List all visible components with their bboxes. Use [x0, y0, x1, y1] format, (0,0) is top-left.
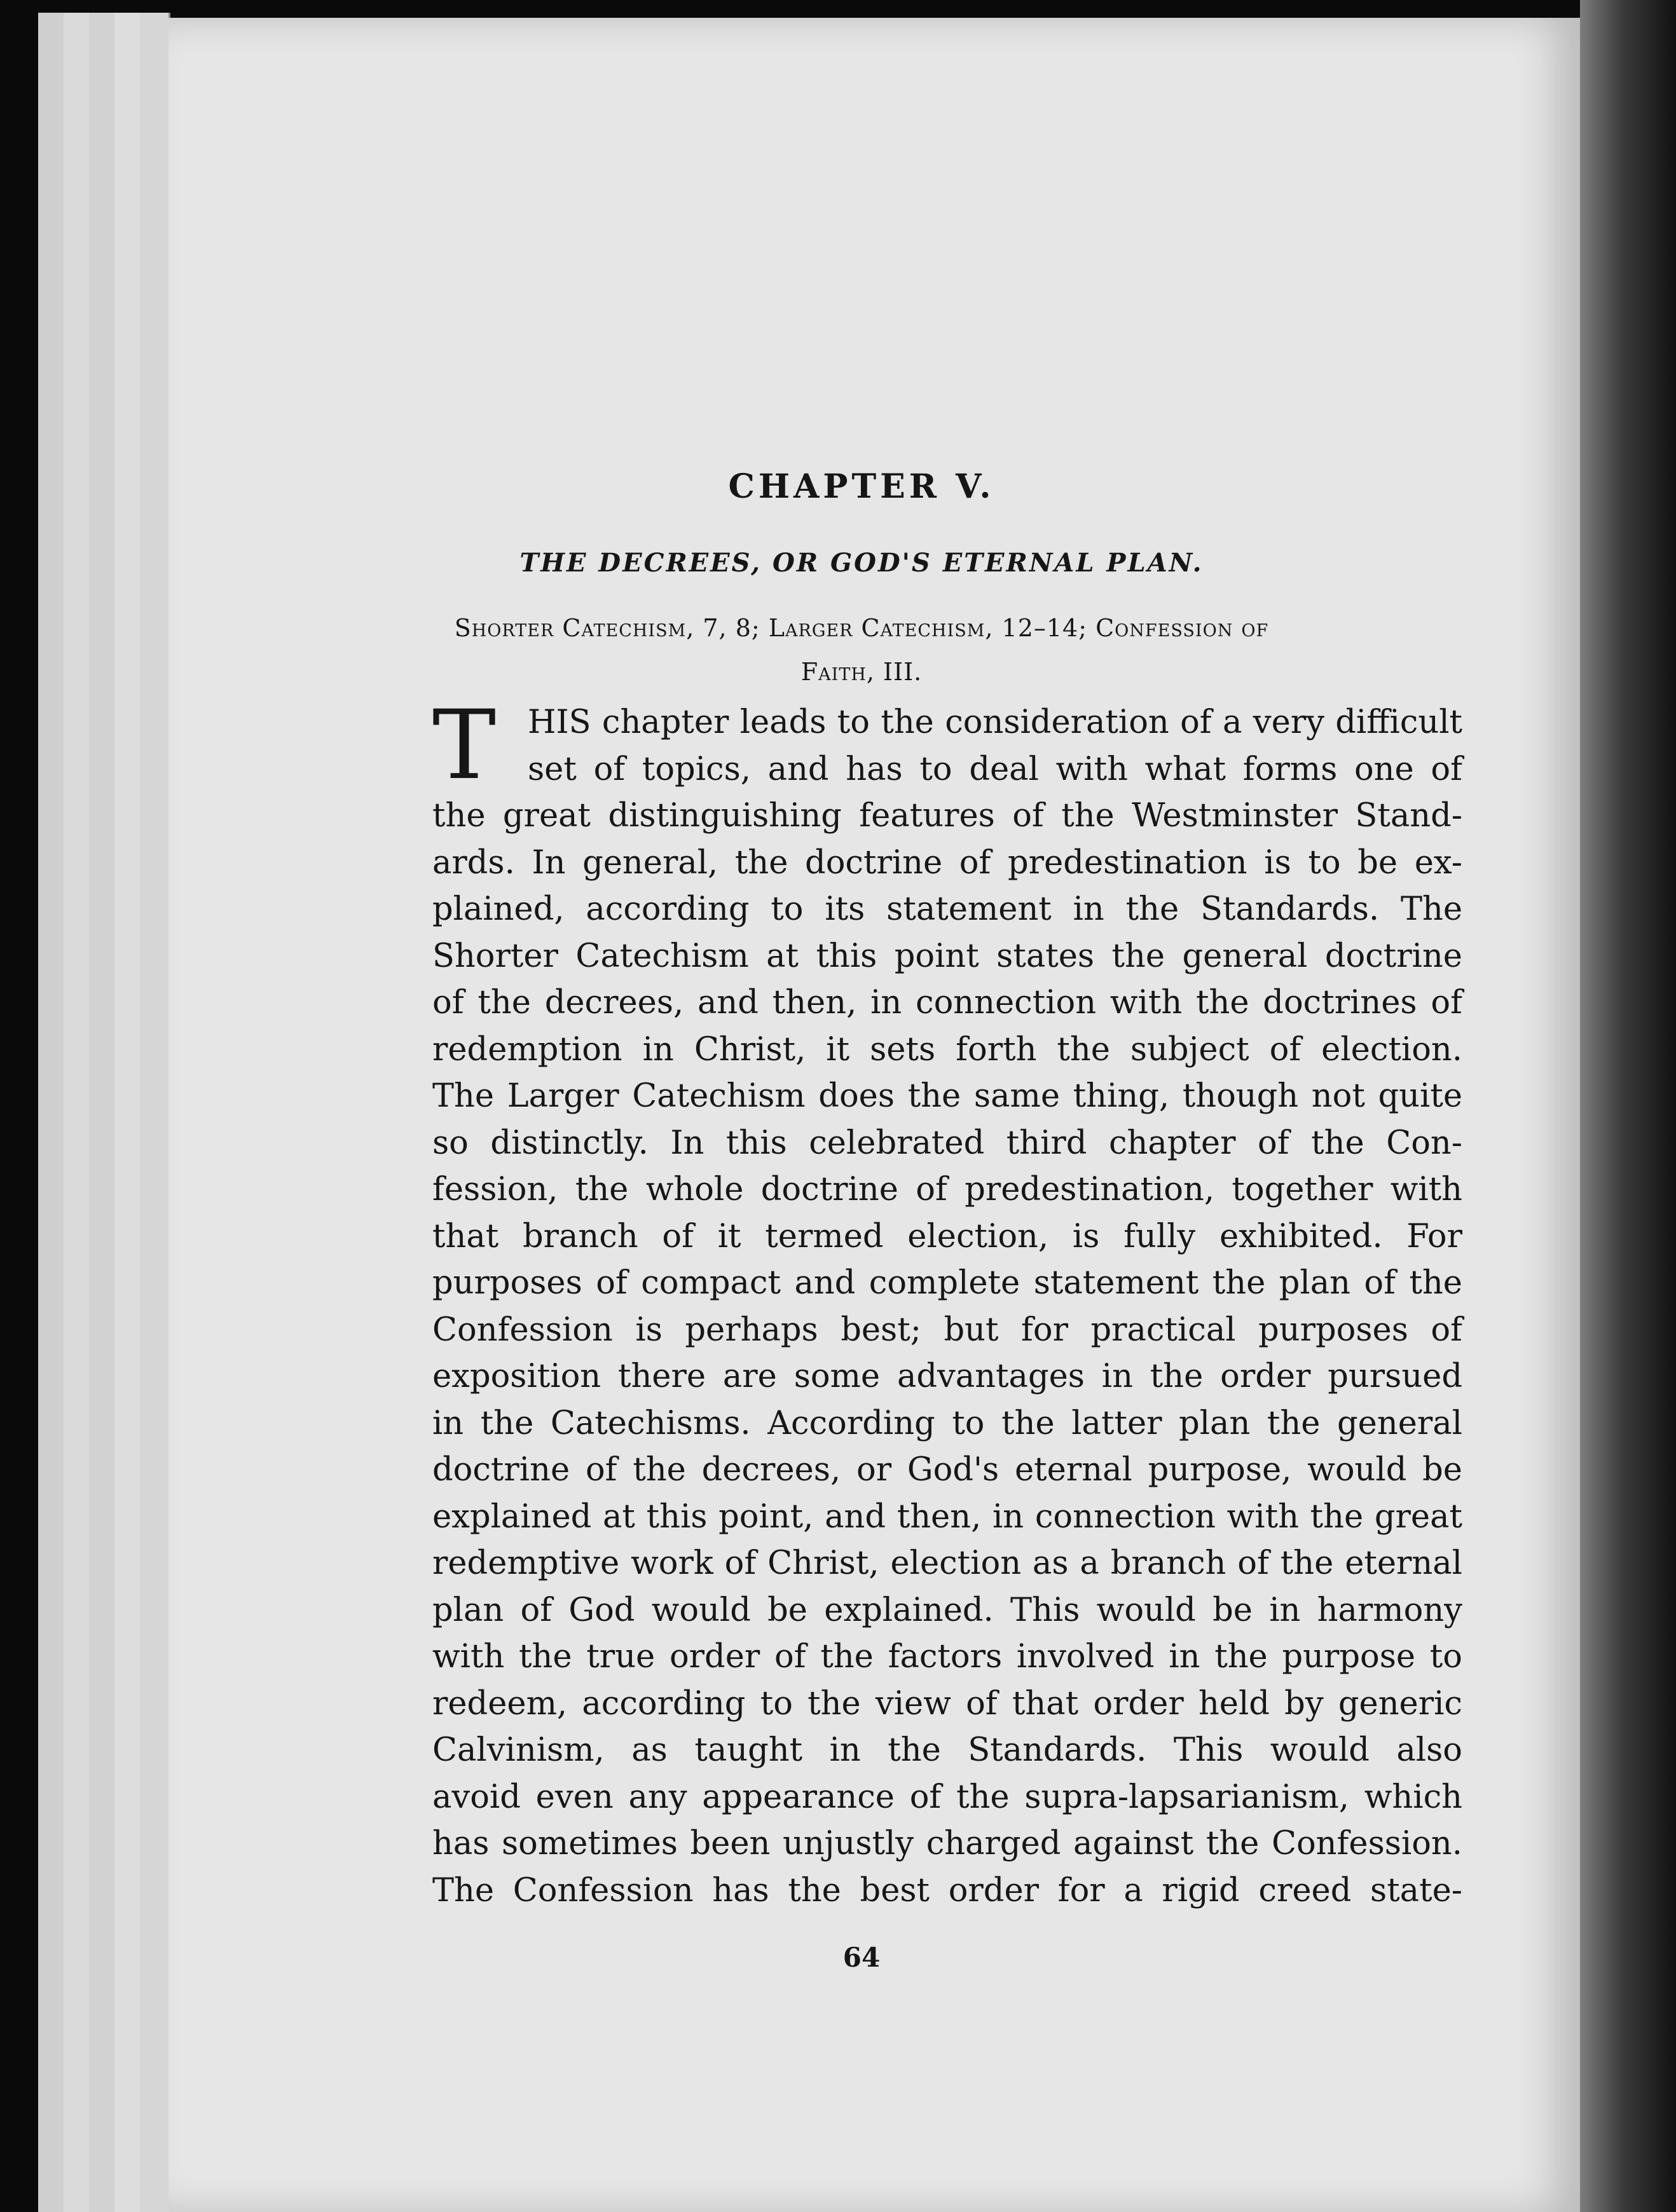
chapter-title: CHAPTER V.	[728, 467, 995, 506]
text-line: in the Catechisms. According to the latter plan the general	[432, 1404, 1462, 1442]
text-line: with the true order of the factors involved in the purpose to	[432, 1638, 1462, 1676]
text-line: Confession is perhaps best; but for practical purposes of	[432, 1311, 1462, 1349]
text-column	[264, 0, 1462, 2212]
page-edge	[38, 13, 65, 2212]
text-line: redemption in Christ, it sets forth the subject of election.	[432, 1030, 1462, 1068]
page-edge	[89, 13, 116, 2212]
text-line: fession, the whole doctrine of predestination, together with	[432, 1171, 1462, 1208]
text-line: ards. In general, the doctrine of predestination is to be ex-	[432, 843, 1462, 882]
text-line: HIS chapter leads to the consideration of a very difficult	[528, 704, 1462, 741]
binding-gutter-shadow	[1580, 0, 1676, 2212]
body-paragraph	[432, 690, 1462, 1914]
text-line: has sometimes been unjustly charged against the Confession.	[432, 1825, 1462, 1862]
text-line: purposes of compact and complete statement the plan of the	[432, 1264, 1462, 1302]
text-line: set of topics, and has to deal with what forms one of	[528, 750, 1462, 788]
text-line: Calvinism, as taught in the Standards. This would also	[432, 1731, 1462, 1769]
page-number: 64	[842, 1942, 881, 1973]
page-edge	[114, 13, 142, 2212]
drop-cap: T	[432, 690, 497, 801]
references-line-2: Faith, III.	[800, 658, 923, 686]
text-line: redeem, according to the view of that order held by generic	[432, 1684, 1462, 1723]
page-edge	[64, 13, 91, 2212]
text-line: The Larger Catechism does the same thing, though not quite	[432, 1077, 1462, 1115]
text-line: Shorter Catechism at this point states the general doctrine	[432, 937, 1462, 975]
chapter-subtitle: THE DECREES, OR GOD'S ETERNAL PLAN.	[519, 548, 1204, 578]
text-line: explained at this point, and then, in connection with the great	[432, 1498, 1462, 1536]
text-line: The Confession has the best order for a rigid creed state-	[432, 1871, 1462, 1909]
page-edge	[140, 13, 170, 2212]
text-line: plan of God would be explained. This would be in harmony	[432, 1591, 1462, 1629]
text-line: doctrine of the decrees, or God's eternal purpose, would be	[432, 1451, 1462, 1489]
text-line: avoid even any appearance of the supra-lapsarianism, which	[432, 1778, 1462, 1816]
text-line: that branch of it termed election, is fully exhibited. For	[432, 1217, 1462, 1255]
text-line: redemptive work of Christ, election as a branch of the eternal	[432, 1545, 1462, 1582]
text-line: the great distinguishing features of the Westminster Stand-	[432, 797, 1462, 835]
text-line: plained, according to its statement in the Standards. The	[432, 891, 1462, 928]
text-line: so distinctly. In this celebrated third chapter of the Con-	[432, 1124, 1462, 1162]
references-line-1: Shorter Catechism, 7, 8; Larger Catechism, 12–14; Confession of	[454, 614, 1269, 642]
text-line: of the decrees, and then, in connection with the doctrines of	[432, 984, 1462, 1021]
text-line: exposition there are some advantages in the order pursued	[432, 1358, 1462, 1395]
